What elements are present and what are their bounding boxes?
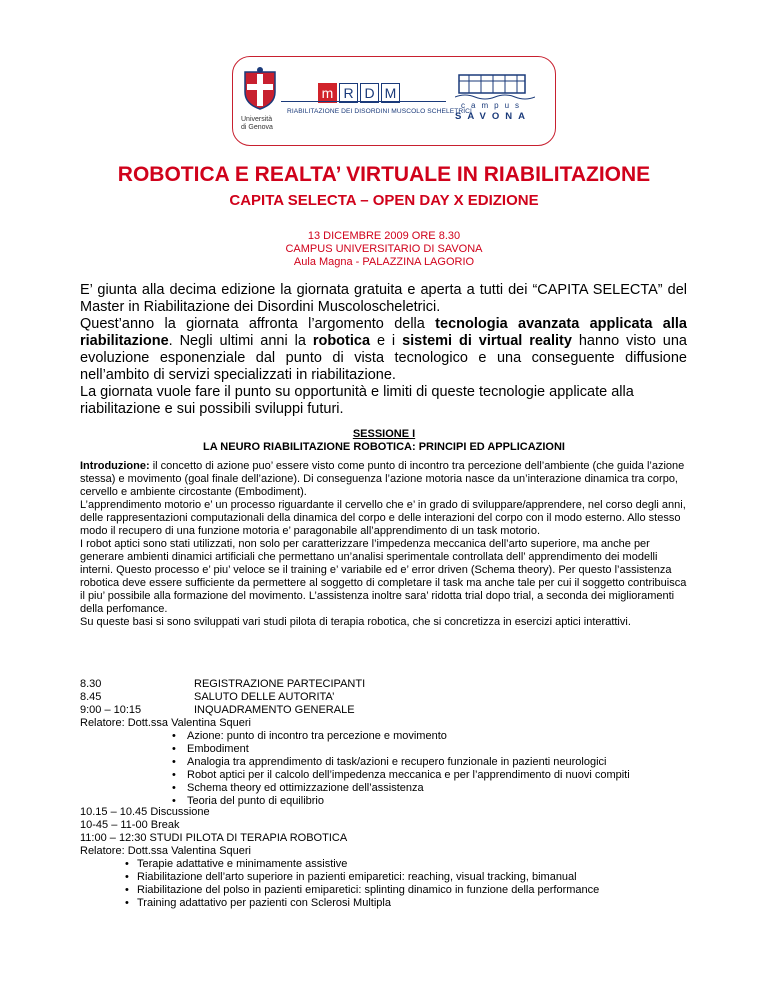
mrdm-letter-r: R <box>339 83 358 103</box>
description-paragraph-3: I robot aptici sono stati utilizzati, non solo per caratterizzare l’impedenza meccanica dell’arto superiore, ma anche per generare ambienti dinamici artificiali che permettano un’analisi sperimentale controllata dell’ apprendimento dei modelli interni. Questo processo e’ piu’ veloce se il training e’ variabile ed e’ error driven (Schema theory). Per questo l’assistenza robotica deve essere sufficiente da permettere al soggetto di completare il task ma anche tale per cui il soggetto contribuisca il piu’ possibile alla formazione del movimento. L’assistenza inoltre sara’ ridotta trial dopo trial, a seconda dei miglioramenti della perfomance. <box>80 538 687 615</box>
mrdm-letter-d: D <box>360 83 379 103</box>
document-title: ROBOTICA E REALTA’ VIRTUALE IN RIABILITAZIONE <box>117 163 651 186</box>
schedule-line: 10.15 – 10.45 Discussione <box>80 806 210 818</box>
university-name: Università di Genova <box>241 116 273 131</box>
savona-word: SAVONA <box>455 111 531 122</box>
schedule-line: 10-45 – 11-00 Break <box>80 819 180 831</box>
topic-list <box>80 858 692 910</box>
event-info <box>0 230 768 269</box>
schedule-part-2 <box>80 806 692 910</box>
mrdm-divider <box>281 101 446 102</box>
list-item: • Teoria del punto di equilibrio <box>80 795 692 808</box>
list-item: • Schema theory ed ottimizzazione dell’assistenza <box>80 782 692 795</box>
mrdm-letter-m2: M <box>381 83 400 103</box>
schedule-part-1 <box>80 678 692 808</box>
session-description <box>80 460 692 629</box>
list-item: • Terapie adattative e minimamente assistive <box>80 858 692 871</box>
event-room: Aula Magna - PALAZZINA LAGORIO <box>293 256 475 268</box>
description-paragraph-1: Introduzione: il concetto di azione puo’ essere visto come punto di incontro tra percezione dell’ambiente (che guida l’azione stessa) e movimento (goal finale dell’azione). Di conseguenza l’azione motoria nasce da un’interazione dinamica tra corpo, cervello e ambiente circostante (Embodiment). <box>80 460 685 498</box>
mrdm-letter-m: m <box>318 83 337 103</box>
intro-paragraph-2: Quest’anno la giornata affronta l’argomento della tecnologia avanzata applicata alla riabilitazione. Negli ultimi anni la robotica e i sistemi di virtual reality hanno visto una evoluzione esponenziale dal punto di vista tecnologico e una conseguente diffusione nell’ambito di servizi specializzati in riabilitazione. <box>80 316 687 383</box>
description-paragraph-2: L’apprendimento motorio e’ un processo riguardante il cervello che e’ in grado di sviluppare/apprendere, nel corso degli anni, delle rappresentazioni computazionali della dinamica del corpo e delle interazioni del corpo con il modo esterno. Allo stesso modo il recupero di una funzione motoria e’ paragonabile all’apprendimento di un task motorio. <box>80 499 686 537</box>
schedule-row: 8.45 SALUTO DELLE AUTORITA’ <box>80 691 335 703</box>
schedule-row: 9:00 – 10:15 INQUADRAMENTO GENERALE <box>80 704 355 716</box>
session-title: LA NEURO RIABILITAZIONE ROBOTICA: PRINCIPI ED APPLICAZIONI <box>203 441 565 453</box>
event-place: CAMPUS UNIVERSITARIO DI SAVONA <box>285 243 483 255</box>
schedule-line: 11:00 – 12:30 STUDI PILOTA DI TERAPIA ROBOTICA <box>80 832 348 844</box>
header-logo-banner <box>232 56 556 146</box>
schedule-row: 8.30 REGISTRAZIONE PARTECIPANTI <box>80 678 366 690</box>
list-item: • Embodiment <box>80 743 692 756</box>
description-paragraph-4: Su queste basi si sono sviluppati vari studi pilota di terapia robotica, che si concretizza in esercizi aptici interattivi. <box>80 616 631 628</box>
mrdm-logo <box>318 83 400 103</box>
university-crest-icon <box>243 66 277 110</box>
list-item: • Robot aptici per il calcolo dell’impedenza meccanica e per l’apprendimento di nuovi compiti <box>80 769 692 782</box>
intro-paragraph-1: E’ giunta alla decima edizione la giornata gratuita e aperta a tutti dei “CAPITA SELECTA” del Master in Riabilitazione dei Disordini Muscoloscheletrici. <box>80 282 687 315</box>
list-item: • Azione: punto di incontro tra percezione e movimento <box>80 730 692 743</box>
session-label: SESSIONE I <box>352 428 416 440</box>
mrdm-subtitle: RIABILITAZIONE DEI DISORDINI MUSCOLO SCHELETRICI <box>287 108 472 115</box>
campus-building-icon <box>455 69 535 101</box>
session-heading <box>0 428 768 454</box>
document-subtitle: CAPITA SELECTA – OPEN DAY X EDIZIONE <box>229 192 539 209</box>
list-item: • Riabilitazione dell’arto superiore in pazienti emiparetici: reaching, visual tracking, bimanual <box>80 871 692 884</box>
intro-paragraph-3: La giornata vuole fare il punto su opportunità e limiti di queste tecnologie applicate alla riabilitazione e sui possibili sviluppi futuri. <box>80 384 634 417</box>
speaker-line: Relatore: Dott.ssa Valentina Squeri <box>80 717 251 729</box>
speaker-line: Relatore: Dott.ssa Valentina Squeri <box>80 845 251 857</box>
topic-list <box>80 730 692 808</box>
campus-word: campus <box>461 101 526 110</box>
list-item: • Training adattativo per pazienti con Sclerosi Multipla <box>80 897 692 910</box>
event-date: 13 DICEMBRE 2009 ORE 8.30 <box>307 230 461 242</box>
intro-text <box>80 282 687 418</box>
list-item: • Riabilitazione del polso in pazienti emiparetici: splinting dinamico in funzione della performance <box>80 884 692 897</box>
list-item: • Analogia tra apprendimento di task/azioni e recupero funzionale in pazienti neurologici <box>80 756 692 769</box>
